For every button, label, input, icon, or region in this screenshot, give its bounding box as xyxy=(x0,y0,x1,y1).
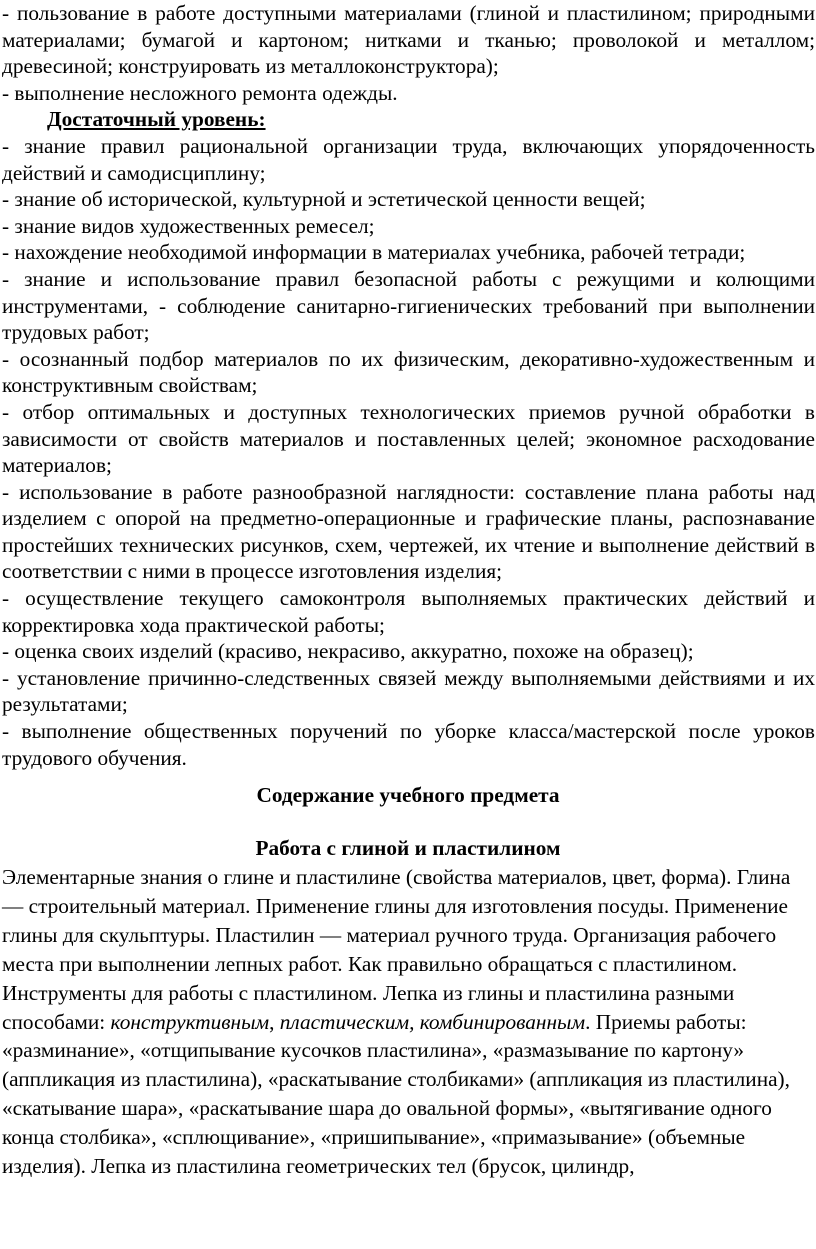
list-item: - установление причинно-следственных связей между выполняемыми действиями и их результатами; xyxy=(2,665,815,717)
intro-item: - выполнение несложного ремонта одежды. xyxy=(2,80,398,105)
clay-section-heading: Работа с глиной и пластилином xyxy=(255,836,561,860)
clay-paragraph xyxy=(2,863,815,1181)
clay-comma: , xyxy=(269,1009,280,1034)
clay-italic-constructive: конструктивным xyxy=(110,1009,270,1034)
intro-item: - пользование в работе доступными материалами (глиной и пластилином; природными материалами; бумагой и картоном; нитками и тканью; проволокой и металлом; древесиной; конструировать из металлоконструктора); xyxy=(2,1,815,79)
clay-italic-plastic-combined: пластическим, комбинированным xyxy=(279,1009,586,1034)
list-item: - выполнение общественных поручений по уборке класса/мастерской после уроков трудового обучения. xyxy=(2,719,815,770)
list-item: - знание и использование правил безопасной работы с режущими и колющими инструментами, - соблюдение санитарно-гигиенических требований при выполнении трудовых работ; xyxy=(2,266,815,345)
list-item: - знание об исторической, культурной и эстетической ценности вещей; xyxy=(2,187,646,212)
list-item: - нахождение необходимой информации в материалах учебника, рабочей тетради; xyxy=(2,240,746,265)
content-heading: Содержание учебного предмета xyxy=(256,783,560,807)
sufficient-level-heading: Достаточный уровень: xyxy=(47,107,266,132)
clay-text-part1: Элементарные знания о глине и пластилине (свойства материалов, цвет, форма). Глина — строительный материал. Применение глины для изготовления посуды. Применение глины для скульптуры. Пластилин — материал ручного труда. Организация рабочего места при выполнении лепных работ. Как правильно обращаться с пластилином. Инструменты для работы с пластилином. Лепка из глины и пластилина разными способами: xyxy=(2,865,791,1034)
list-item: - осознанный подбор материалов по их физическим, декоративно-художественным и конструктивным свойствам; xyxy=(2,346,815,398)
clay-section-text xyxy=(2,863,815,1181)
list-item: - отбор оптимальных и доступных технологических приемов ручной обработки в зависимости от свойств материалов и поставленных целей; экономное расходование материалов; xyxy=(2,399,815,478)
requirements-block xyxy=(2,0,815,771)
list-item: - знание видов художественных ремесел; xyxy=(2,213,375,238)
list-item: - осуществление текущего самоконтроля выполняемых практических действий и корректировка хода практической работы; xyxy=(2,586,815,637)
list-item: - оценка своих изделий (красиво, некрасиво, аккуратно, похоже на образец); xyxy=(2,639,694,664)
list-item: - использование в работе разнообразной наглядности: составление плана работы над изделием с опорой на предметно-операционные и графические планы, распознавание простейших технических рисунков, схем, чертежей, их чтение и выполнение действий в соответствии с ними в процессе изготовления изделия; xyxy=(2,479,815,584)
list-item: - знание правил рациональной организации труда, включающих упорядоченность действий и самодисциплину; xyxy=(2,133,815,185)
clay-text-part2: . Приемы работы: «разминание», «отщипывание кусочков пластилина», «размазывание по картону» (аппликация из пластилина), «раскатывание столбиками» (аппликация из пластилина), «скатывание шара», «раскатывание шара до овальной формы», «вытягивание одного конца столбика», «сплющивание», «пришипывание», «примазывание» (объемные изделия). Лепка из пластилина геометрических тел (брусок, цилиндр, xyxy=(2,1009,790,1179)
